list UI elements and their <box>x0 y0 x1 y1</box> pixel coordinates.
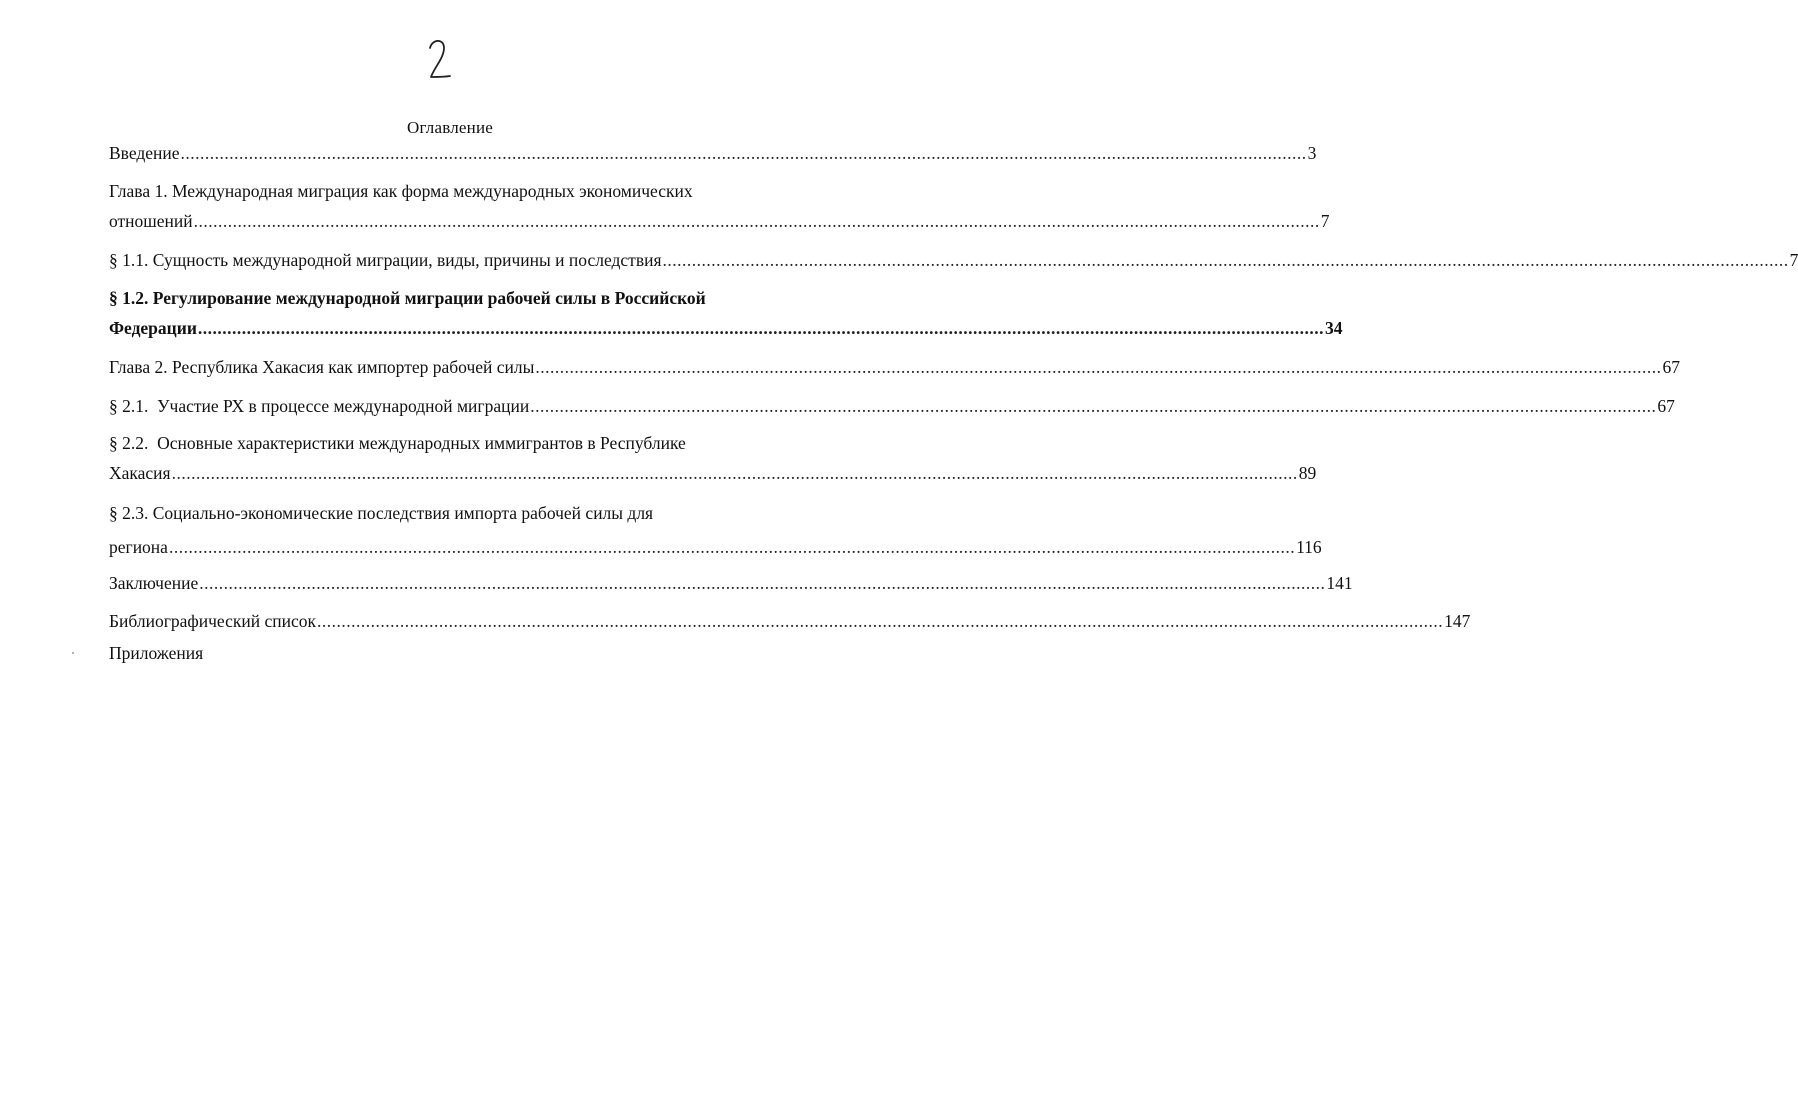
toc-entry-page: 3 <box>1307 143 1317 163</box>
toc-entry-title-line1: § 2.3. Социально-экономические последствия импорта рабочей силы для <box>109 503 654 523</box>
toc-entry-title-line1: § 2.2. Основные характеристики международных иммигрантов в Республике <box>109 433 686 453</box>
toc-entry-title: Федерации <box>109 318 197 338</box>
toc-entry-page: 34 <box>1325 318 1343 338</box>
dot-leader: ....................................................................................................................................................................................................................................... <box>193 211 1320 231</box>
toc-entry-page: 89 <box>1298 463 1317 483</box>
toc-entry-section-2-3[interactable] <box>109 500 1322 560</box>
scan-speck <box>72 652 74 654</box>
toc-entry-section-1-2[interactable] <box>109 285 1343 341</box>
toc-entry-title: Приложения <box>109 643 204 663</box>
dot-leader: ....................................................................................................................................................................................................................................... <box>171 463 1298 483</box>
toc-entry-title: отношений <box>109 211 193 231</box>
dot-leader: ....................................................................................................................................................................................................................................... <box>199 573 1326 593</box>
toc-entry-title: Библиографический список <box>109 611 317 631</box>
toc-entry-page: 141 <box>1326 573 1353 593</box>
dot-leader: ....................................................................................................................................................................................................................................... <box>197 318 1325 338</box>
dot-leader: ....................................................................................................................................................................................................................................... <box>180 143 1307 163</box>
toc-entry-introduction[interactable] <box>109 140 1317 166</box>
toc-entry-bibliography[interactable] <box>109 608 1471 634</box>
toc-entry-chapter-2[interactable] <box>109 354 1681 380</box>
toc-entry-title-line1: Глава 1. Международная миграция как форма международных экономических <box>109 181 693 201</box>
toc-entry-conclusion[interactable] <box>109 570 1353 596</box>
toc-entry-section-1-1[interactable] <box>109 247 1798 273</box>
dot-leader: ....................................................................................................................................................................................................................................... <box>535 357 1662 377</box>
toc-entry-section-2-1[interactable] <box>109 393 1675 419</box>
toc-entry-chapter-1[interactable] <box>109 178 1330 234</box>
toc-entry-page: 67 <box>1657 396 1675 416</box>
toc-entry-section-2-2[interactable] <box>109 430 1317 486</box>
toc-entry-page: 147 <box>1444 611 1471 631</box>
dot-leader: ....................................................................................................................................................................................................................................... <box>168 537 1296 557</box>
dot-leader: ....................................................................................................................................................................................................................................... <box>317 611 1444 631</box>
toc-entry-title: Введение <box>109 143 180 163</box>
toc-title: Оглавление <box>407 118 493 137</box>
toc-entry-page: 7 <box>1789 250 1798 270</box>
toc-entry-appendices[interactable] <box>109 640 737 666</box>
toc-entry-page: 116 <box>1296 537 1322 557</box>
handwritten-page-number <box>424 36 454 86</box>
toc-entry-title: региона <box>109 537 168 557</box>
toc-entry-title: Хакасия <box>109 463 171 483</box>
toc-entry-page: 7 <box>1320 211 1330 231</box>
toc-entry-title-line1: § 1.2. Регулирование международной миграции рабочей силы в Российской <box>109 288 706 308</box>
toc-entry-title: Глава 2. Республика Хакасия как импортер рабочей силы <box>109 357 535 377</box>
toc-entry-title: Заключение <box>109 573 199 593</box>
toc-entry-page: 67 <box>1662 357 1681 377</box>
toc-entry-title: § 2.1. Участие РХ в процессе международной миграции <box>109 396 530 416</box>
toc-entry-title: § 1.1. Сущность международной миграции, виды, причины и последствия <box>109 250 662 270</box>
dot-leader: ....................................................................................................................................................................................................................................... <box>530 396 1657 416</box>
dot-leader: ....................................................................................................................................................................................................................................... <box>662 250 1789 270</box>
